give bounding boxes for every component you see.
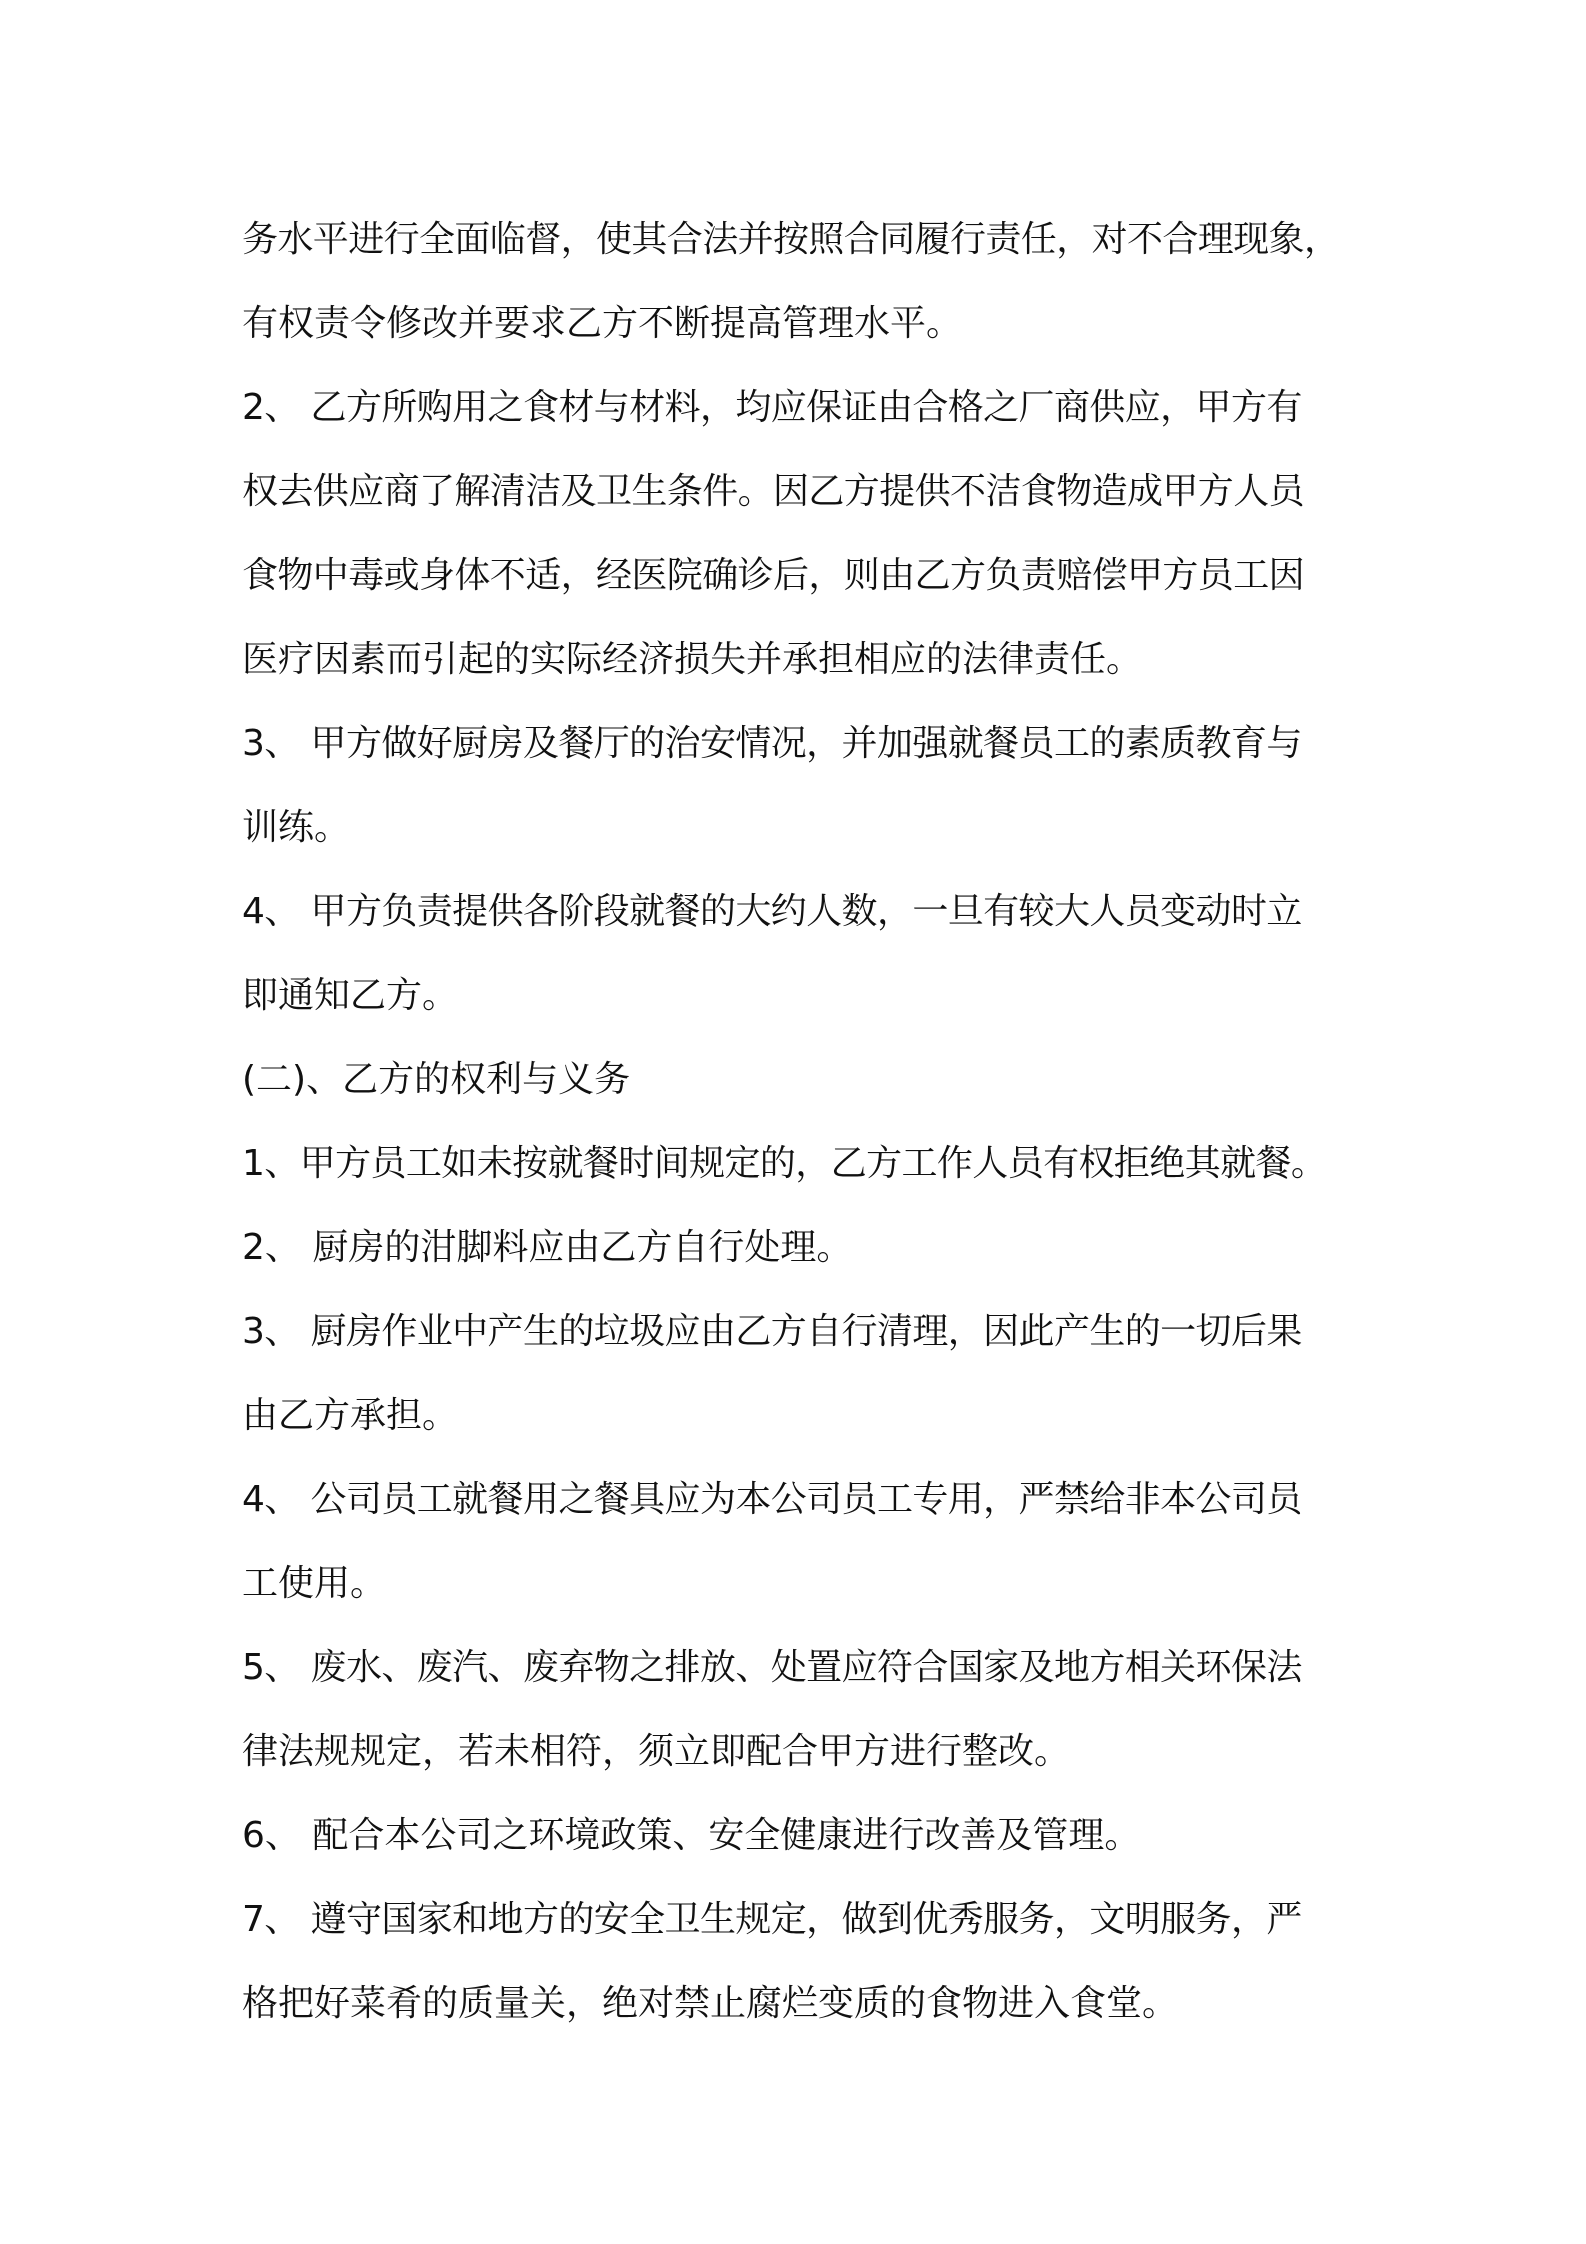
text-line: 4、 公司员工就餐用之餐具应为本公司员工专用，严禁给非本公司员 (242, 1479, 1302, 1520)
text-line: 权去供应商了解清洁及卫生条件。因乙方提供不洁食物造成甲方人员 (242, 471, 1305, 512)
text-line: 5、 废水、废汽、废弃物之排放、处置应符合国家及地方相关环保法 (242, 1647, 1302, 1688)
text-line: 7、 遵守国家和地方的安全卫生规定，做到优秀服务，文明服务，严 (242, 1899, 1302, 1940)
text-line: 3、 甲方做好厨房及餐厅的治安情况，并加强就餐员工的素质教育与 (242, 723, 1302, 764)
text-line: 6、 配合本公司之环境政策、安全健康进行改善及管理。 (242, 1815, 1141, 1856)
text-line: 2、 厨房的泔脚料应由乙方自行处理。 (242, 1227, 853, 1268)
text-line: 4、 甲方负责提供各阶段就餐的大约人数，一旦有较大人员变动时立 (242, 891, 1302, 932)
text-line: 格把好菜肴的质量关，绝对禁止腐烂变质的食物进入食堂。 (242, 1983, 1179, 2024)
text-line: 食物中毒或身体不适，经医院确诊后，则由乙方负责赔偿甲方员工因 (242, 555, 1305, 596)
text-line: 3、 厨房作业中产生的垃圾应由乙方自行清理，因此产生的一切后果 (242, 1311, 1302, 1352)
text-line: 即通知乙方。 (242, 975, 459, 1016)
text-line: 有权责令修改并要求乙方不断提高管理水平。 (242, 303, 963, 344)
document-body (242, 198, 1352, 2046)
text-line: 由乙方承担。 (242, 1395, 459, 1436)
text-line: 医疗因素而引起的实际经济损失并承担相应的法律责任。 (242, 639, 1143, 680)
text-line: 律法规规定，若未相符，须立即配合甲方进行整改。 (242, 1731, 1071, 1772)
text-line: 2、 乙方所购用之食材与材料，均应保证由合格之厂商供应，甲方有 (242, 387, 1302, 428)
section-heading: (二)、乙方的权利与义务 (242, 1059, 631, 1100)
text-line: 训练。 (242, 807, 351, 848)
text-line: 1、甲方员工如未按就餐时间规定的，乙方工作人员有权拒绝其就餐。 (242, 1143, 1327, 1184)
text-line: 工使用。 (242, 1563, 387, 1604)
text-line: 务水平进行全面临督，使其合法并按照合同履行责任，对不合理现象， (242, 219, 1340, 260)
